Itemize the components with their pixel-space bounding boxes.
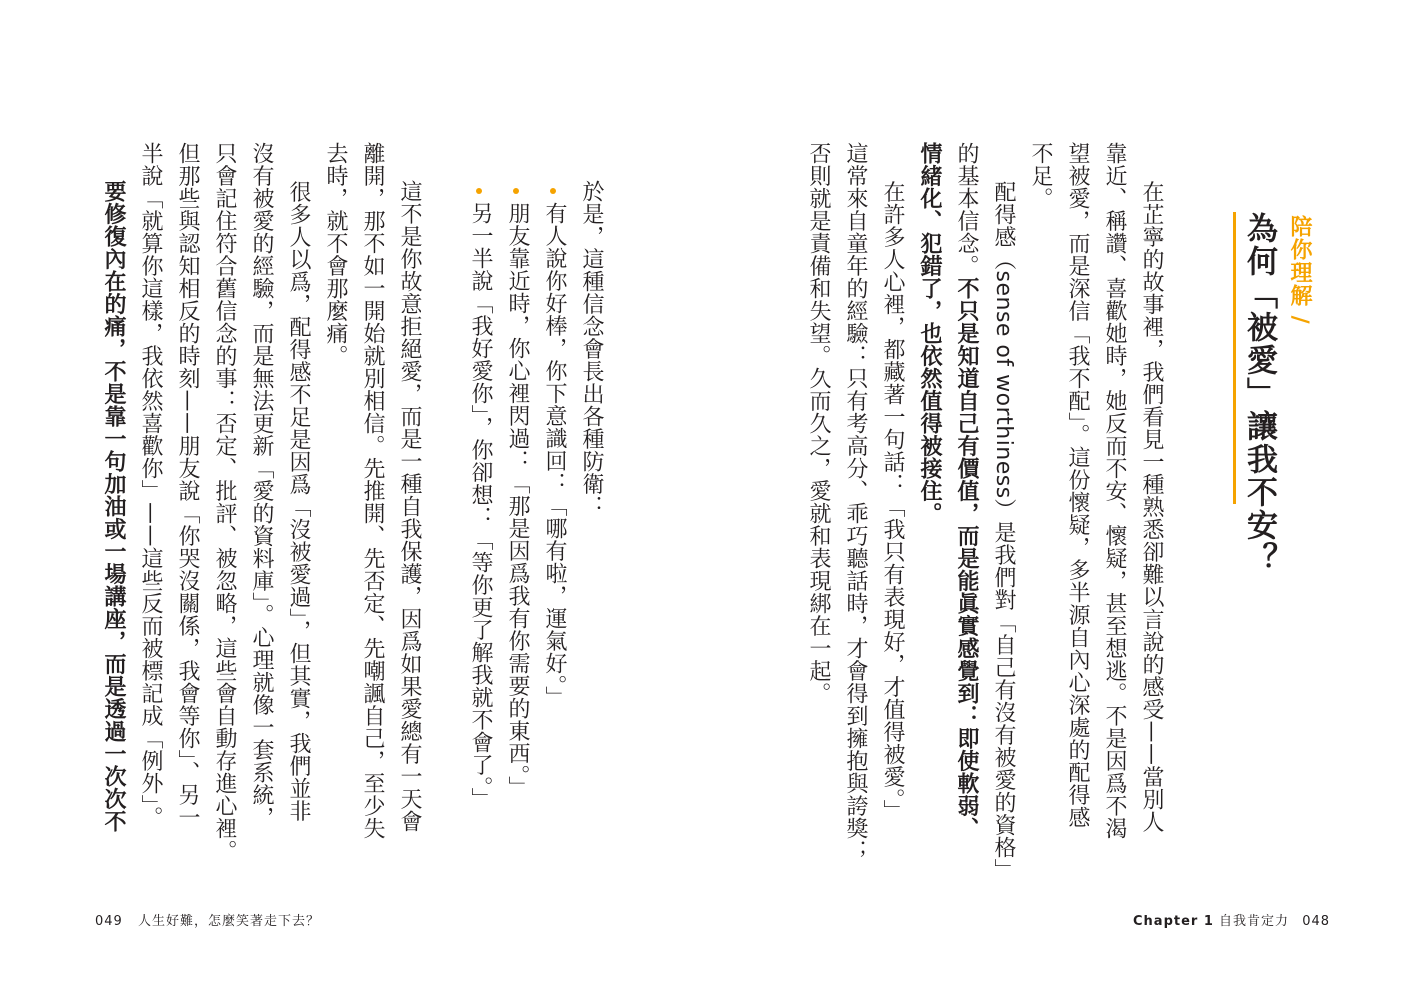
paragraph-column: 沒有被愛的經驗，而是無法更新「愛的資料庫」。心理就像一套系統， bbox=[249, 142, 274, 829]
bullet-item: 另一半說「我好愛你」，你卻想：「等你更了解我就不會了。」 bbox=[468, 202, 493, 810]
paragraph-column: 很多人以爲，配得感不足是因爲「沒被愛過」，但其實，我們並非 bbox=[286, 158, 311, 822]
paragraph-column: 但那些與認知相反的時刻——朋友說「你哭沒關係，我會等你」、另一 bbox=[175, 142, 200, 829]
bullet-dot bbox=[550, 188, 556, 194]
chapter-label: Chapter 1 bbox=[1133, 914, 1214, 929]
section-kicker: 陪你理解 / bbox=[1287, 215, 1312, 325]
book-title: 人生好難，怎麼笑著走下去？ bbox=[137, 914, 320, 929]
paragraph-column: 望被愛，而是深信「我不配」。這份懷疑，多半源自內心深處的配得感 bbox=[1065, 142, 1090, 829]
emphasis-text: 不只是知道自己有價值，而是能眞實感覺到：即使軟弱、 bbox=[954, 277, 979, 840]
paragraph-column: 去時，就不會那麼痛。 bbox=[323, 142, 348, 367]
paragraph-column: 這常來自童年的經驗：只有考高分、乖巧聽話時，才會得到擁抱與誇獎； bbox=[843, 142, 868, 862]
bullet-item: 有人說你好棒，你下意識回：「哪有啦，運氣好。」 bbox=[542, 202, 567, 709]
paragraph-column: 在芷寧的故事裡，我們看見一種熟悉卻難以言說的感受——當別人 bbox=[1139, 158, 1164, 833]
bullet-dot bbox=[513, 188, 519, 194]
paragraph-column: 不足。 bbox=[1028, 142, 1053, 210]
bullet-item: 朋友靠近時，你心裡閃過：「那是因爲我有你需要的東西。」 bbox=[505, 202, 530, 799]
paragraph-text: 的基本信念。 bbox=[954, 142, 979, 277]
emphasis-column: 情緒化、犯錯了，也依然值得被接住。 bbox=[917, 142, 942, 525]
left-page-footer bbox=[95, 912, 320, 932]
paragraph-column: 離開，那不如一開始就別相信。先推開、先否定、先嘲諷自己，至少失 bbox=[360, 142, 385, 840]
title-accent-rule bbox=[1233, 212, 1236, 504]
right-page-footer bbox=[1133, 912, 1330, 932]
paragraph-column: 否則就是責備和失望。久而久之，愛就和表現綁在一起。 bbox=[806, 142, 831, 705]
paragraph-column bbox=[955, 142, 977, 840]
paragraph-column: 於是，這種信念會長出各種防衛： bbox=[579, 180, 604, 518]
paragraph-column: 靠近、稱讚、喜歡她時，她反而不安、懷疑，甚至想逃。不是因爲不渴 bbox=[1102, 142, 1127, 840]
emphasis-column: 要修復內在的痛，不是靠一句加油或一場講座，而是透過一次次不 bbox=[101, 180, 126, 833]
paragraph-column: 只會記住符合舊信念的事：否定、批評、被忽略，這些會自動存進心裡。 bbox=[212, 142, 237, 862]
paragraph-column: 這不是你故意拒絕愛，而是一種自我保護，因爲如果愛總有一天會 bbox=[397, 180, 422, 833]
page-number: 048 bbox=[1302, 914, 1331, 929]
paragraph-column: 在許多人心裡，都藏著一句話：「我只有表現好，才值得被愛。」 bbox=[880, 158, 905, 822]
paragraph-column: 半說「就算你這樣，我依然喜歡你」——這些反而被標記成「例外」。 bbox=[138, 142, 163, 829]
bullet-dot bbox=[476, 188, 482, 194]
chapter-title: 自我肯定力 bbox=[1219, 914, 1290, 929]
section-title: 為何「被愛」讓我不安？ bbox=[1241, 212, 1277, 575]
page-number: 049 bbox=[95, 914, 123, 929]
paragraph-column: 配得感（sense of worthiness）是我們對「自己有沒有被愛的資格」 bbox=[991, 158, 1016, 882]
